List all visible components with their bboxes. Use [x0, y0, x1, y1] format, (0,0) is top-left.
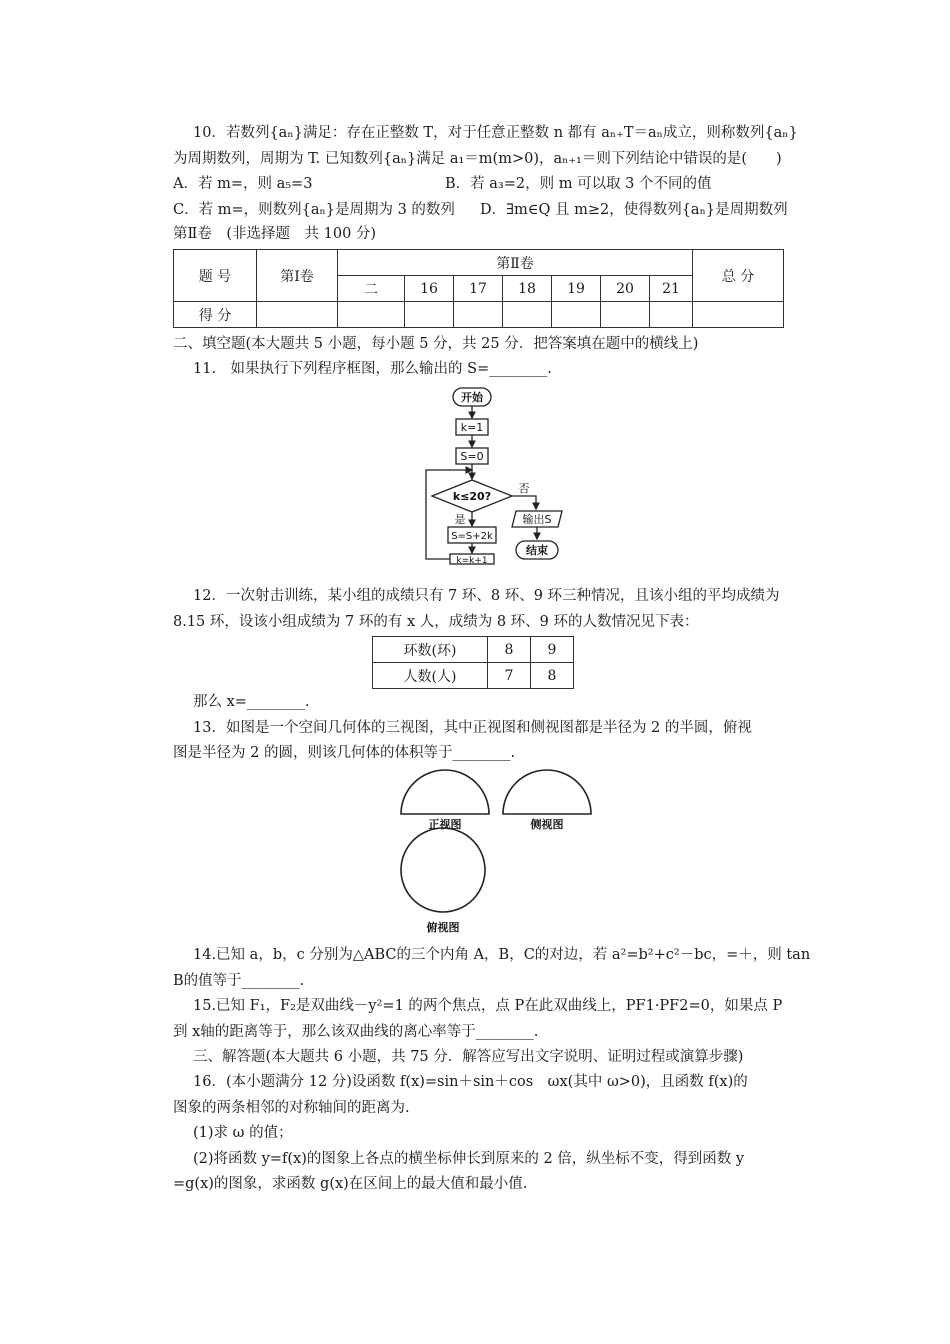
q10-option-a: A．若 m=，则 a₅=3	[173, 176, 313, 192]
front-view-label: 正视图	[428, 818, 462, 831]
score-sub: 18	[503, 276, 552, 302]
q13-line2: 图是半径为 2 的圆，则该几何体的体积等于________.	[173, 745, 516, 761]
score-row2-label: 得 分	[174, 302, 257, 328]
score-cell	[503, 302, 552, 328]
score-cell	[693, 302, 784, 328]
flow-no-label: 否	[518, 482, 530, 495]
score-sub: 20	[601, 276, 650, 302]
score-table	[173, 249, 784, 328]
flow-condition-label: k≤20?	[452, 490, 492, 503]
q10-option-b: B．若 a₃=2，则 m 可以取 3 个不同的值	[445, 176, 712, 192]
q15-line1: 15.已知 F₁，F₂是双曲线－y²=1 的两个焦点，点 P在此双曲线上，PF1·PF2=0，如果点 P	[193, 998, 783, 1014]
score-cell	[650, 302, 693, 328]
q13-line1: 13．如图是一个空间几何体的三视图，其中正视图和侧视图都是半径为 2 的半圆，俯视	[193, 720, 752, 736]
q14-line1: 14.已知 a，b，c 分别为△ABC的三个内角 A，B，C的对边，若 a²=b²+c²－bc，=＋，则 tan	[193, 947, 811, 963]
q10-line2: 为周期数列，周期为 T. 已知数列{aₙ}满足 a₁＝m(m>0)，aₙ₊₁＝则下列结论中错误的是( )	[173, 151, 782, 167]
score-col-label: 题 号	[174, 250, 257, 302]
three-views-figure	[395, 768, 605, 938]
rings-cell: 8	[531, 663, 574, 689]
q10-line1: 10．若数列{aₙ}满足：存在正整数 T，对于任意正整数 n 都有 aₙ₊T＝aₙ成立，则称数列{aₙ}	[193, 125, 798, 141]
q15-line2: 到 x轴的距离等于，那么该双曲线的离心率等于________.	[173, 1024, 539, 1040]
score-cell	[338, 302, 405, 328]
flow-s0-label: S=0	[460, 450, 484, 463]
score-cell	[552, 302, 601, 328]
side-view-label: 侧视图	[530, 818, 564, 831]
q12-line1: 12．一次射击训练，某小组的成绩只有 7 环、8 环、9 环三种情况，且该小组的平均成绩为	[193, 588, 780, 604]
rings-table	[372, 636, 574, 689]
q10-option-d: D．∃m∈Q 且 m≥2，使得数列{aₙ}是周期数列	[480, 202, 788, 218]
side-view-semicircle	[503, 770, 591, 814]
score-cell	[405, 302, 454, 328]
score-part1: 第Ⅰ卷	[257, 250, 338, 302]
flow-yes-label: 是	[454, 513, 466, 526]
q16-line2: 图象的两条相邻的对称轴间的距离为.	[173, 1100, 410, 1116]
q12-after: 那么 x=________.	[193, 694, 310, 710]
q11-text: 11. 如果执行下列程序框图，那么输出的 S=________.	[193, 361, 552, 377]
score-sub: 21	[650, 276, 693, 302]
rings-cell: 7	[488, 663, 531, 689]
q16-part2-line2: =g(x)的图象，求函数 g(x)在区间上的最大值和最小值.	[173, 1176, 528, 1192]
flowchart	[420, 385, 580, 565]
rings-header: 人数(人)	[373, 663, 488, 689]
flow-k1-label: k=1	[460, 421, 484, 434]
score-total: 总 分	[693, 250, 784, 302]
rings-cell: 9	[531, 637, 574, 663]
section2-heading: 二、填空题(本大题共 5 小题，每小题 5 分，共 25 分．把答案填在题中的横线上)	[173, 336, 699, 352]
q16-part1: (1)求 ω 的值；	[193, 1125, 293, 1141]
flow-update-s-label: S=S+2k	[451, 531, 493, 542]
rings-header: 环数(环)	[373, 637, 488, 663]
flow-update-k-label: k=k+1	[456, 556, 488, 565]
score-sub: 19	[552, 276, 601, 302]
top-view-circle	[401, 828, 485, 912]
score-cell	[601, 302, 650, 328]
q16-part2-line1: (2)将函数 y=f(x)的图象上各点的横坐标伸长到原来的 2 倍，纵坐标不变，得到函数 y	[193, 1151, 745, 1167]
flow-output-label: 输出S	[522, 513, 552, 526]
flow-end-label: 结束	[526, 544, 548, 557]
part2-title: 第Ⅱ卷 (非选择题 共 100 分)	[173, 226, 377, 242]
score-sub: 17	[454, 276, 503, 302]
score-cell	[257, 302, 338, 328]
section3-heading: 三、解答题(本大题共 6 小题，共 75 分．解答应写出文字说明、证明过程或演算步骤)	[193, 1049, 744, 1065]
flow-start-label: 开始	[461, 391, 483, 404]
q12-line2: 8.15 环，设该小组成绩为 7 环的有 x 人，成绩为 8 环、9 环的人数情况见下表：	[173, 614, 699, 630]
top-view-label: 俯视图	[426, 921, 460, 934]
rings-cell: 8	[488, 637, 531, 663]
q14-line2: B的值等于________.	[173, 973, 305, 989]
score-part2: 第Ⅱ卷	[338, 250, 693, 276]
q16-line1: 16．(本小题满分 12 分)设函数 f(x)=sin＋sin＋cos ωx(其中 ω>0)，且函数 f(x)的	[193, 1074, 748, 1090]
front-view-semicircle	[401, 770, 489, 814]
q10-option-c: C．若 m=，则数列{aₙ}是周期为 3 的数列	[173, 202, 455, 218]
score-sub: 16	[405, 276, 454, 302]
score-cell	[454, 302, 503, 328]
score-sub: 二	[338, 276, 405, 302]
